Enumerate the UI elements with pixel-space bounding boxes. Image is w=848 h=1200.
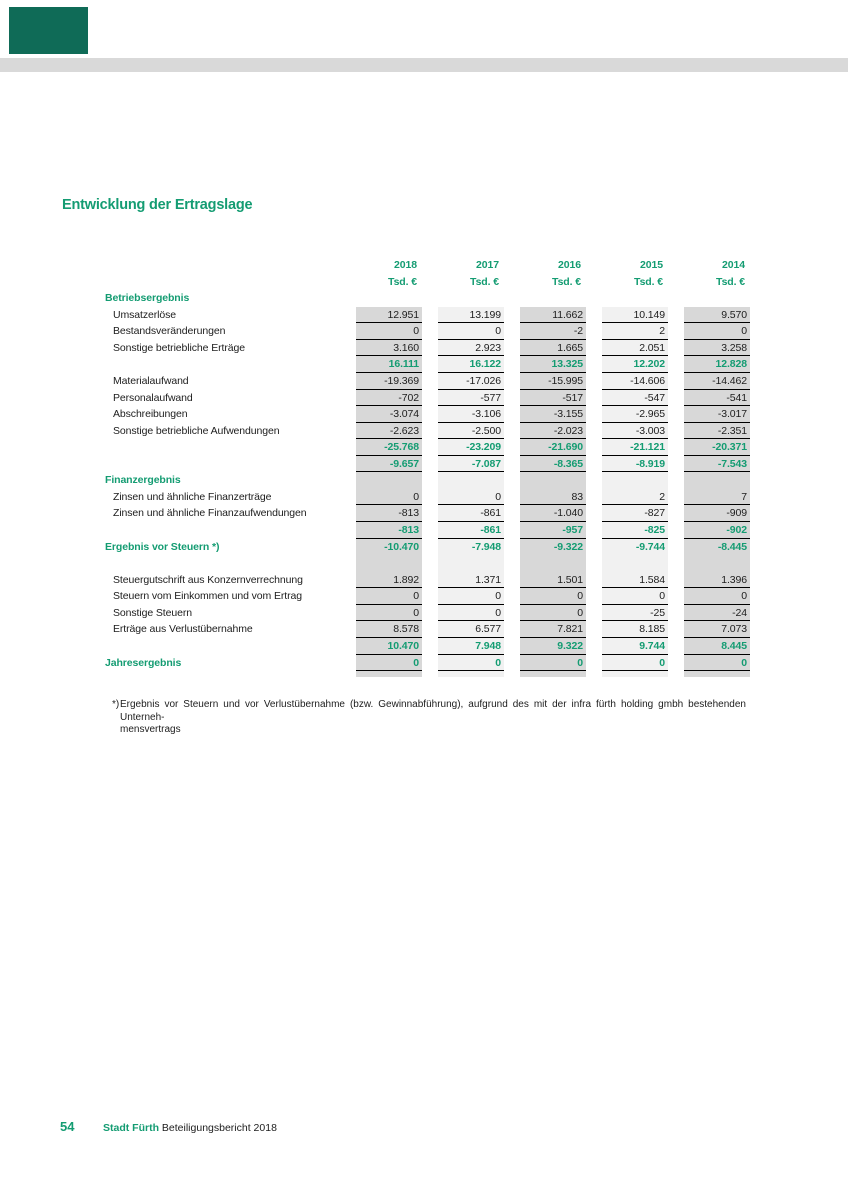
value-cell: 10.149 — [602, 307, 668, 324]
table-corner — [105, 257, 340, 274]
value-cell: 16.111 — [356, 356, 422, 373]
row-label: Sonstige betriebliche Aufwendungen — [113, 424, 280, 437]
unit-header: Tsd. € — [470, 275, 499, 288]
footnote-line-2: mensvertrags — [120, 724, 181, 735]
value-cell: 1.371 — [438, 572, 504, 589]
shade-cell — [602, 290, 668, 307]
value-cell: 0 — [520, 655, 586, 672]
value-cell: 8.445 — [684, 638, 750, 655]
value-cell: -517 — [520, 390, 586, 407]
value-cell: -577 — [438, 390, 504, 407]
shade-cell — [438, 555, 504, 572]
value-cell: -3.155 — [520, 406, 586, 423]
value-cell: 9.322 — [520, 638, 586, 655]
value-cell: 1.892 — [356, 572, 422, 589]
page-title: Entwicklung der Ertragslage — [62, 197, 253, 213]
unit-header: Tsd. € — [634, 275, 663, 288]
value-cell: 2.923 — [438, 340, 504, 357]
row-label: Finanzergebnis — [105, 474, 181, 487]
value-cell: 0 — [356, 655, 422, 672]
shade-cell — [684, 671, 750, 677]
value-cell: -25 — [602, 605, 668, 622]
value-cell: 0 — [684, 588, 750, 605]
value-cell: -2.965 — [602, 406, 668, 423]
row-label: Erträge aus Verlustübernahme — [113, 623, 253, 636]
shade-cell — [520, 472, 586, 489]
shade-cell — [356, 472, 422, 489]
value-cell: 12.828 — [684, 356, 750, 373]
value-cell: -17.026 — [438, 373, 504, 390]
value-cell: 7.821 — [520, 621, 586, 638]
footnote-marker: *) — [112, 699, 120, 710]
value-cell: -7.948 — [438, 539, 504, 556]
footnote — [112, 699, 746, 737]
shade-cell — [438, 290, 504, 307]
ertragslage-table — [105, 257, 750, 677]
unit-header: Tsd. € — [552, 275, 581, 288]
unit-header: Tsd. € — [716, 275, 745, 288]
shade-cell — [684, 290, 750, 307]
row-label: Zinsen und ähnliche Finanzaufwendungen — [113, 507, 307, 520]
unit-header: Tsd. € — [388, 275, 417, 288]
value-cell: -825 — [602, 522, 668, 539]
value-cell: 12.951 — [356, 307, 422, 324]
value-cell: 9.744 — [602, 638, 668, 655]
value-cell: 0 — [438, 323, 504, 340]
value-cell: 11.662 — [520, 307, 586, 324]
value-cell: 3.258 — [684, 340, 750, 357]
shade-cell — [520, 555, 586, 572]
year-header: 2016 — [558, 259, 581, 271]
row-label: Betriebsergebnis — [105, 292, 190, 305]
value-cell: -909 — [684, 505, 750, 522]
value-cell: 2 — [602, 489, 668, 506]
row-label: Abschreibungen — [113, 408, 188, 421]
shade-cell — [438, 671, 504, 677]
shade-cell — [520, 671, 586, 677]
value-cell: -21.121 — [602, 439, 668, 456]
value-cell: -2.023 — [520, 423, 586, 440]
value-cell: -15.995 — [520, 373, 586, 390]
row-label-empty — [105, 456, 340, 473]
value-cell: -2.500 — [438, 423, 504, 440]
row-label: Ergebnis vor Steuern *) — [105, 540, 220, 553]
value-cell: 0 — [684, 655, 750, 672]
value-cell: 0 — [438, 588, 504, 605]
row-label: Steuergutschrift aus Konzernverrechnung — [113, 573, 303, 586]
value-cell: -14.606 — [602, 373, 668, 390]
value-cell: 13.325 — [520, 356, 586, 373]
value-cell: 83 — [520, 489, 586, 506]
page-number: 54 — [60, 1119, 75, 1134]
value-cell: -2.351 — [684, 423, 750, 440]
value-cell: -9.744 — [602, 539, 668, 556]
value-cell: -3.106 — [438, 406, 504, 423]
row-label: Materialaufwand — [113, 374, 189, 387]
row-label: Umsatzerlöse — [113, 308, 176, 321]
value-cell: 10.470 — [356, 638, 422, 655]
value-cell: 8.578 — [356, 621, 422, 638]
shade-cell — [356, 555, 422, 572]
value-cell: -19.369 — [356, 373, 422, 390]
footer-publisher: Stadt Fürth — [103, 1122, 159, 1134]
value-cell: 8.185 — [602, 621, 668, 638]
value-cell: 12.202 — [602, 356, 668, 373]
value-cell: 1.501 — [520, 572, 586, 589]
value-cell: -861 — [438, 505, 504, 522]
value-cell: 7.073 — [684, 621, 750, 638]
year-header: 2017 — [476, 259, 499, 271]
footer-line — [103, 1122, 277, 1134]
value-cell: -957 — [520, 522, 586, 539]
value-cell: -20.371 — [684, 439, 750, 456]
value-cell: 0 — [438, 605, 504, 622]
value-cell: -541 — [684, 390, 750, 407]
value-cell: -547 — [602, 390, 668, 407]
value-cell: -702 — [356, 390, 422, 407]
footer-report-text: Beteiligungsbericht 2018 — [161, 1122, 277, 1134]
value-cell: 1.584 — [602, 572, 668, 589]
value-cell: -14.462 — [684, 373, 750, 390]
footer-report-title — [162, 1122, 277, 1134]
value-cell: -2.623 — [356, 423, 422, 440]
value-cell: 7 — [684, 489, 750, 506]
value-cell: 13.199 — [438, 307, 504, 324]
row-label: Sonstige betriebliche Erträge — [113, 341, 245, 354]
shade-cell — [602, 555, 668, 572]
value-cell: 0 — [602, 588, 668, 605]
row-label-empty — [105, 671, 340, 677]
year-header: 2014 — [722, 259, 745, 271]
row-label: Zinsen und ähnliche Finanzerträge — [113, 490, 272, 503]
value-cell: 0 — [520, 588, 586, 605]
row-label-empty — [105, 555, 340, 572]
value-cell: -21.690 — [520, 439, 586, 456]
value-cell: -3.003 — [602, 423, 668, 440]
row-label: Jahresergebnis — [105, 656, 182, 669]
shade-cell — [520, 290, 586, 307]
value-cell: -3.074 — [356, 406, 422, 423]
value-cell: -24 — [684, 605, 750, 622]
row-label-empty — [105, 439, 340, 456]
value-cell: -1.040 — [520, 505, 586, 522]
value-cell: -10.470 — [356, 539, 422, 556]
value-cell: -7.543 — [684, 456, 750, 473]
value-cell: 9.570 — [684, 307, 750, 324]
value-cell: 0 — [438, 655, 504, 672]
value-cell: 7.948 — [438, 638, 504, 655]
value-cell: 0 — [520, 605, 586, 622]
value-cell: -813 — [356, 522, 422, 539]
value-cell: 0 — [356, 605, 422, 622]
row-label: Personalaufwand — [113, 391, 193, 404]
footnote-text — [120, 699, 746, 737]
value-cell: 0 — [438, 489, 504, 506]
value-cell: -23.209 — [438, 439, 504, 456]
shade-cell — [684, 472, 750, 489]
value-cell: 2.051 — [602, 340, 668, 357]
value-cell: -827 — [602, 505, 668, 522]
value-cell: -8.365 — [520, 456, 586, 473]
value-cell: 2 — [602, 323, 668, 340]
value-cell: -861 — [438, 522, 504, 539]
header-rule — [0, 58, 848, 72]
table-corner — [105, 274, 340, 291]
shade-cell — [356, 671, 422, 677]
shade-cell — [602, 671, 668, 677]
value-cell: 6.577 — [438, 621, 504, 638]
value-cell: 0 — [356, 323, 422, 340]
row-label-empty — [105, 356, 340, 373]
value-cell: -9.657 — [356, 456, 422, 473]
footnote-line-1: Ergebnis vor Steuern und vor Verlustübernahme (bzw. Gewinnabführung), aufgrund des mit der infra fürth holding gmbh bestehenden Unterneh- — [120, 699, 746, 723]
value-cell: 3.160 — [356, 340, 422, 357]
value-cell: 16.122 — [438, 356, 504, 373]
value-cell: -7.087 — [438, 456, 504, 473]
value-cell: 1.665 — [520, 340, 586, 357]
shade-cell — [438, 472, 504, 489]
shade-cell — [684, 555, 750, 572]
value-cell: -8.919 — [602, 456, 668, 473]
shade-cell — [356, 290, 422, 307]
value-cell: 0 — [356, 489, 422, 506]
value-cell: -25.768 — [356, 439, 422, 456]
year-header: 2015 — [640, 259, 663, 271]
row-label: Sonstige Steuern — [113, 606, 192, 619]
value-cell: -813 — [356, 505, 422, 522]
shade-cell — [602, 472, 668, 489]
row-label: Bestandsveränderungen — [113, 325, 226, 338]
value-cell: 0 — [356, 588, 422, 605]
value-cell: 0 — [602, 655, 668, 672]
value-cell: -9.322 — [520, 539, 586, 556]
value-cell: -2 — [520, 323, 586, 340]
value-cell: -3.017 — [684, 406, 750, 423]
row-label: Steuern vom Einkommen und vom Ertrag — [113, 590, 302, 603]
logo-mark — [9, 7, 88, 54]
row-label-empty — [105, 638, 340, 655]
year-header: 2018 — [394, 259, 417, 271]
row-label-empty — [105, 522, 340, 539]
value-cell: 0 — [684, 323, 750, 340]
value-cell: -902 — [684, 522, 750, 539]
value-cell: 1.396 — [684, 572, 750, 589]
value-cell: -8.445 — [684, 539, 750, 556]
